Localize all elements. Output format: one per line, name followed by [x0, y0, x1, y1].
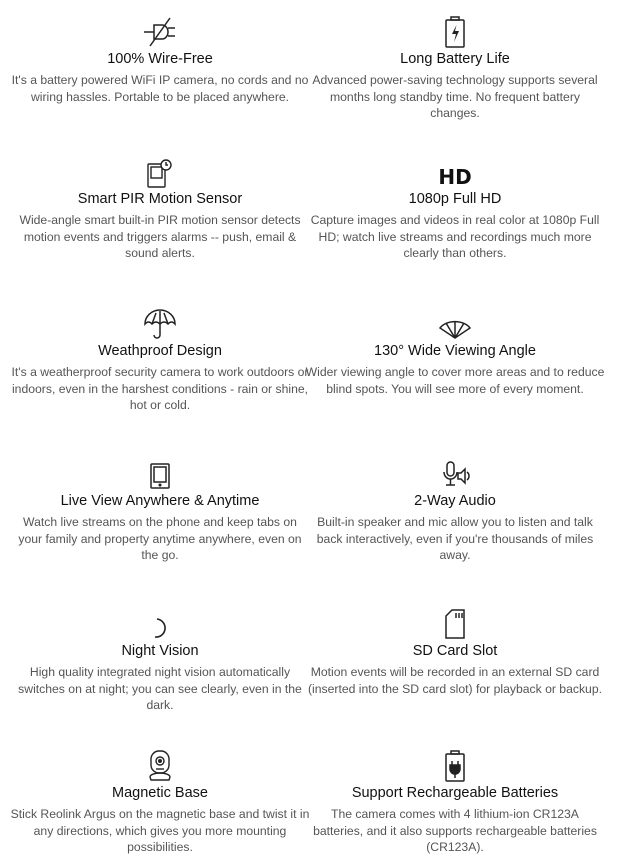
- umbrella-icon: [10, 306, 310, 340]
- feature-magnetic-base: [10, 748, 310, 856]
- feature-rechargeable: [305, 748, 605, 856]
- feature-description: Motion events will be recorded in an external SD card (inserted into the SD card slot) for playback or backup.: [308, 665, 602, 696]
- feature-night-vision: [10, 606, 310, 714]
- feature-title: Long Battery Life: [400, 51, 510, 67]
- microphone-speaker-icon: [305, 456, 605, 490]
- feature-description: Built-in speaker and mic allow you to listen and talk back interactively, even if you're thousands of miles away.: [316, 515, 594, 562]
- feature-motion-sensor: [10, 154, 310, 262]
- feature-description: It's a battery powered WiFi IP camera, no cords and no wiring hassles. Portable to be placed anywhere.: [11, 73, 309, 104]
- feature-title: Night Vision: [121, 643, 199, 659]
- wire-free-plug-icon: [10, 14, 310, 48]
- rechargeable-battery-icon: [305, 748, 605, 782]
- feature-title: Support Rechargeable Batteries: [351, 785, 559, 801]
- feature-title: SD Card Slot: [412, 643, 498, 659]
- feature-title: Magnetic Base: [112, 785, 208, 801]
- feature-description: Wide-angle smart built-in PIR motion sensor detects motion events and triggers alarms -- push, email & sound alerts.: [19, 213, 301, 260]
- hd-text-icon: [305, 154, 605, 188]
- feature-weatherproof: [10, 306, 310, 414]
- feature-title: Weathproof Design: [98, 343, 222, 359]
- sd-card-icon: [305, 606, 605, 640]
- feature-battery-life: [305, 14, 605, 122]
- feature-title: 2-Way Audio: [414, 493, 496, 509]
- feature-title: 130° Wide Viewing Angle: [374, 343, 536, 359]
- tablet-icon: [10, 456, 310, 490]
- feature-wide-angle: [305, 306, 605, 397]
- hd-icon-text: HD: [438, 165, 472, 189]
- wide-angle-icon: [305, 306, 605, 340]
- camera-magnetic-base-icon: [10, 748, 310, 782]
- battery-icon: [305, 14, 605, 48]
- feature-description: High quality integrated night vision automatically switches on at night; you can see clearly, even in the dark.: [18, 665, 302, 712]
- feature-description: The camera comes with 4 lithium-ion CR123A batteries, and it also supports rechargeable batteries (CR123A).: [313, 807, 597, 854]
- feature-sd-card: [305, 606, 605, 697]
- feature-description: Watch live streams on the phone and keep tabs on your family and property anytime anywhere, even on the go.: [18, 515, 302, 562]
- feature-description: Capture images and videos in real color at 1080p Full HD; watch live streams and recordings much more clearly than others.: [310, 213, 600, 260]
- feature-two-way-audio: [305, 456, 605, 564]
- feature-title: 1080p Full HD: [408, 191, 502, 207]
- feature-description: Wider viewing angle to cover more areas and to reduce blind spots. You will see more of every moment.: [305, 365, 605, 396]
- feature-description: Stick Reolink Argus on the magnetic base and twist it in any directions, which gives you more mounting possibilities.: [10, 807, 310, 854]
- feature-description: It's a weatherproof security camera to work outdoors or indoors, even in the harshest conditions - rain or shine, hot or cold.: [11, 365, 309, 412]
- feature-live-view: [10, 456, 310, 564]
- feature-title: Live View Anywhere & Anytime: [60, 493, 260, 509]
- feature-full-hd: [305, 154, 605, 262]
- moon-icon: [10, 606, 310, 640]
- feature-wire-free: [10, 14, 310, 105]
- feature-title: Smart PIR Motion Sensor: [77, 191, 243, 207]
- feature-description: Advanced power-saving technology supports several months long standby time. No frequent battery changes.: [312, 73, 598, 120]
- motion-sensor-icon: [10, 154, 310, 188]
- feature-title: 100% Wire-Free: [107, 51, 213, 67]
